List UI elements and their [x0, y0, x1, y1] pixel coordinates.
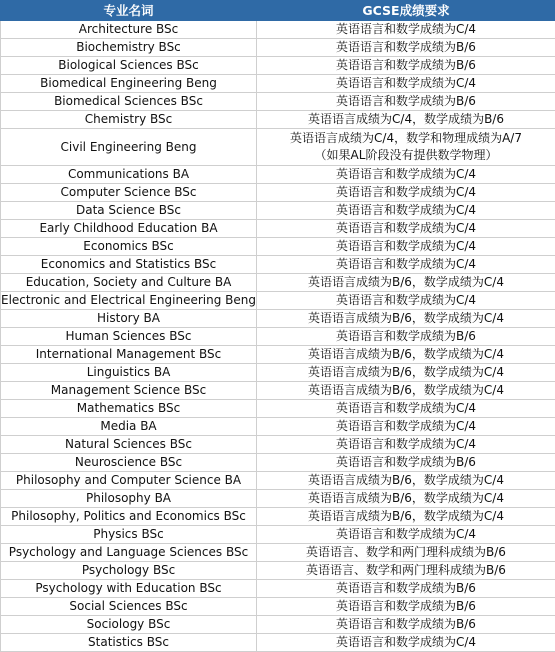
- table-row: [1, 292, 555, 310]
- table-row: [1, 310, 555, 328]
- table-row: [1, 256, 555, 274]
- table-row: [1, 454, 555, 472]
- gcse-requirement-cell: [257, 93, 555, 111]
- requirement-line: 英语语言和数学成绩为C/4: [257, 526, 555, 543]
- requirement-line: 英语语言和数学成绩为B/6: [257, 598, 555, 615]
- table-row: [1, 436, 555, 454]
- requirement-line: 英语语言成绩为C/4，数学和物理成绩为A/7: [257, 130, 555, 147]
- table-row: [1, 508, 555, 526]
- requirement-line: 英语语言和数学成绩为B/6: [257, 454, 555, 471]
- requirement-line: 英语语言和数学成绩为B/6: [257, 616, 555, 633]
- gcse-requirement-cell: [257, 544, 555, 562]
- gcse-requirement-cell: [257, 616, 555, 634]
- table-row: [1, 184, 555, 202]
- major-name-cell: Management Science BSc: [1, 382, 257, 400]
- table-row: [1, 364, 555, 382]
- gcse-requirement-cell: [257, 598, 555, 616]
- major-name-cell: Economics and Statistics BSc: [1, 256, 257, 274]
- requirement-line: 英语语言和数学成绩为C/4: [257, 75, 555, 92]
- table-row: [1, 111, 555, 129]
- gcse-requirement-cell: [257, 364, 555, 382]
- major-name-cell: Biomedical Engineering Beng: [1, 75, 257, 93]
- major-name-cell: Mathematics BSc: [1, 400, 257, 418]
- requirement-line: 英语语言和数学成绩为C/4: [257, 292, 555, 309]
- table-row: [1, 328, 555, 346]
- requirement-line: 英语语言和数学成绩为B/6: [257, 93, 555, 110]
- table-row: [1, 418, 555, 436]
- requirement-line: 英语语言和数学成绩为C/4: [257, 220, 555, 237]
- gcse-requirement-cell: [257, 436, 555, 454]
- major-name-cell: Psychology and Language Sciences BSc: [1, 544, 257, 562]
- major-name-cell: Civil Engineering Beng: [1, 129, 257, 166]
- major-name-cell: Human Sciences BSc: [1, 328, 257, 346]
- requirement-line: 英语语言和数学成绩为B/6: [257, 39, 555, 56]
- gcse-requirement-cell: [257, 21, 555, 39]
- major-name-cell: Linguistics BA: [1, 364, 257, 382]
- requirement-line: 英语语言成绩为B/6，数学成绩为C/4: [257, 508, 555, 525]
- gcse-requirement-cell: [257, 562, 555, 580]
- gcse-requirement-cell: [257, 129, 555, 166]
- major-name-cell: Economics BSc: [1, 238, 257, 256]
- major-name-cell: Data Science BSc: [1, 202, 257, 220]
- table-row: [1, 274, 555, 292]
- major-name-cell: Chemistry BSc: [1, 111, 257, 129]
- major-name-cell: Electronic and Electrical Engineering Beng: [1, 292, 257, 310]
- table-row: [1, 544, 555, 562]
- requirement-line: 英语语言成绩为B/6，数学成绩为C/4: [257, 274, 555, 291]
- requirement-line: 英语语言、数学和两门理科成绩为B/6: [257, 562, 555, 579]
- table-row: [1, 490, 555, 508]
- gcse-requirement-cell: [257, 328, 555, 346]
- requirement-line: 英语语言成绩为B/6，数学成绩为C/4: [257, 364, 555, 381]
- table-row: [1, 580, 555, 598]
- requirement-line: 英语语言成绩为B/6，数学成绩为C/4: [257, 490, 555, 507]
- table-row: [1, 400, 555, 418]
- gcse-requirement-cell: [257, 526, 555, 544]
- gcse-requirement-cell: [257, 220, 555, 238]
- header-row: [1, 1, 555, 21]
- header-gcse-requirement: GCSE成绩要求: [257, 1, 555, 21]
- requirement-line: 英语语言和数学成绩为B/6: [257, 57, 555, 74]
- requirement-line: （如果AL阶段没有提供数学物理）: [257, 147, 555, 164]
- requirement-line: 英语语言和数学成绩为B/6: [257, 580, 555, 597]
- major-name-cell: Physics BSc: [1, 526, 257, 544]
- table-row: [1, 616, 555, 634]
- requirement-line: 英语语言和数学成绩为C/4: [257, 256, 555, 273]
- table-row: [1, 562, 555, 580]
- table-row: [1, 202, 555, 220]
- major-name-cell: History BA: [1, 310, 257, 328]
- requirement-line: 英语语言和数学成绩为C/4: [257, 202, 555, 219]
- requirement-line: 英语语言和数学成绩为C/4: [257, 21, 555, 38]
- requirement-line: 英语语言和数学成绩为C/4: [257, 238, 555, 255]
- major-name-cell: Communications BA: [1, 166, 257, 184]
- table-row: [1, 382, 555, 400]
- gcse-requirement-cell: [257, 400, 555, 418]
- table-row: [1, 598, 555, 616]
- gcse-requirement-cell: [257, 310, 555, 328]
- major-name-cell: Biochemistry BSc: [1, 39, 257, 57]
- major-name-cell: Social Sciences BSc: [1, 598, 257, 616]
- major-name-cell: Biomedical Sciences BSc: [1, 93, 257, 111]
- gcse-requirement-cell: [257, 346, 555, 364]
- gcse-requirement-cell: [257, 166, 555, 184]
- major-name-cell: Natural Sciences BSc: [1, 436, 257, 454]
- requirement-line: 英语语言和数学成绩为C/4: [257, 634, 555, 651]
- table-row: [1, 93, 555, 111]
- gcse-requirement-cell: [257, 111, 555, 129]
- major-name-cell: Philosophy, Politics and Economics BSc: [1, 508, 257, 526]
- table-row: [1, 21, 555, 39]
- gcse-requirement-cell: [257, 292, 555, 310]
- table-row: [1, 346, 555, 364]
- gcse-requirement-cell: [257, 454, 555, 472]
- table-header: [1, 1, 555, 21]
- gcse-requirement-cell: [257, 382, 555, 400]
- table-row: [1, 57, 555, 75]
- gcse-requirement-cell: [257, 256, 555, 274]
- gcse-requirement-cell: [257, 472, 555, 490]
- major-name-cell: Statistics BSc: [1, 634, 257, 652]
- gcse-requirement-cell: [257, 508, 555, 526]
- major-name-cell: Sociology BSc: [1, 616, 257, 634]
- gcse-requirement-cell: [257, 418, 555, 436]
- requirement-line: 英语语言和数学成绩为C/4: [257, 184, 555, 201]
- table-row: [1, 634, 555, 652]
- requirement-line: 英语语言和数学成绩为C/4: [257, 400, 555, 417]
- table-row: [1, 526, 555, 544]
- gcse-requirement-cell: [257, 274, 555, 292]
- gcse-requirement-cell: [257, 580, 555, 598]
- major-name-cell: Philosophy and Computer Science BA: [1, 472, 257, 490]
- major-name-cell: Philosophy BA: [1, 490, 257, 508]
- requirement-line: 英语语言和数学成绩为C/4: [257, 418, 555, 435]
- gcse-requirement-cell: [257, 75, 555, 93]
- table-row: [1, 166, 555, 184]
- major-name-cell: International Management BSc: [1, 346, 257, 364]
- table-row: [1, 472, 555, 490]
- major-name-cell: Computer Science BSc: [1, 184, 257, 202]
- table-row: [1, 75, 555, 93]
- table-body: [1, 21, 555, 652]
- requirement-line: 英语语言和数学成绩为B/6: [257, 328, 555, 345]
- header-major: 专业名词: [1, 1, 257, 21]
- gcse-requirement-cell: [257, 238, 555, 256]
- gcse-requirement-cell: [257, 490, 555, 508]
- table-row: [1, 129, 555, 166]
- requirement-line: 英语语言和数学成绩为C/4: [257, 166, 555, 183]
- requirement-line: 英语语言成绩为B/6，数学成绩为C/4: [257, 346, 555, 363]
- requirement-line: 英语语言、数学和两门理科成绩为B/6: [257, 544, 555, 561]
- major-name-cell: Biological Sciences BSc: [1, 57, 257, 75]
- major-name-cell: Media BA: [1, 418, 257, 436]
- gcse-requirement-cell: [257, 202, 555, 220]
- requirement-line: 英语语言成绩为C/4，数学成绩为B/6: [257, 111, 555, 128]
- gcse-requirement-cell: [257, 184, 555, 202]
- gcse-requirement-cell: [257, 39, 555, 57]
- major-name-cell: Education, Society and Culture BA: [1, 274, 257, 292]
- major-name-cell: Architecture BSc: [1, 21, 257, 39]
- major-name-cell: Psychology with Education BSc: [1, 580, 257, 598]
- requirement-line: 英语语言成绩为B/6，数学成绩为C/4: [257, 382, 555, 399]
- gcse-requirement-cell: [257, 57, 555, 75]
- gcse-requirement-cell: [257, 634, 555, 652]
- major-name-cell: Psychology BSc: [1, 562, 257, 580]
- requirement-line: 英语语言成绩为B/6，数学成绩为C/4: [257, 472, 555, 489]
- table-row: [1, 39, 555, 57]
- table-row: [1, 238, 555, 256]
- table-row: [1, 220, 555, 238]
- major-name-cell: Early Childhood Education BA: [1, 220, 257, 238]
- requirement-line: 英语语言和数学成绩为C/4: [257, 436, 555, 453]
- requirement-line: 英语语言成绩为B/6，数学成绩为C/4: [257, 310, 555, 327]
- major-name-cell: Neuroscience BSc: [1, 454, 257, 472]
